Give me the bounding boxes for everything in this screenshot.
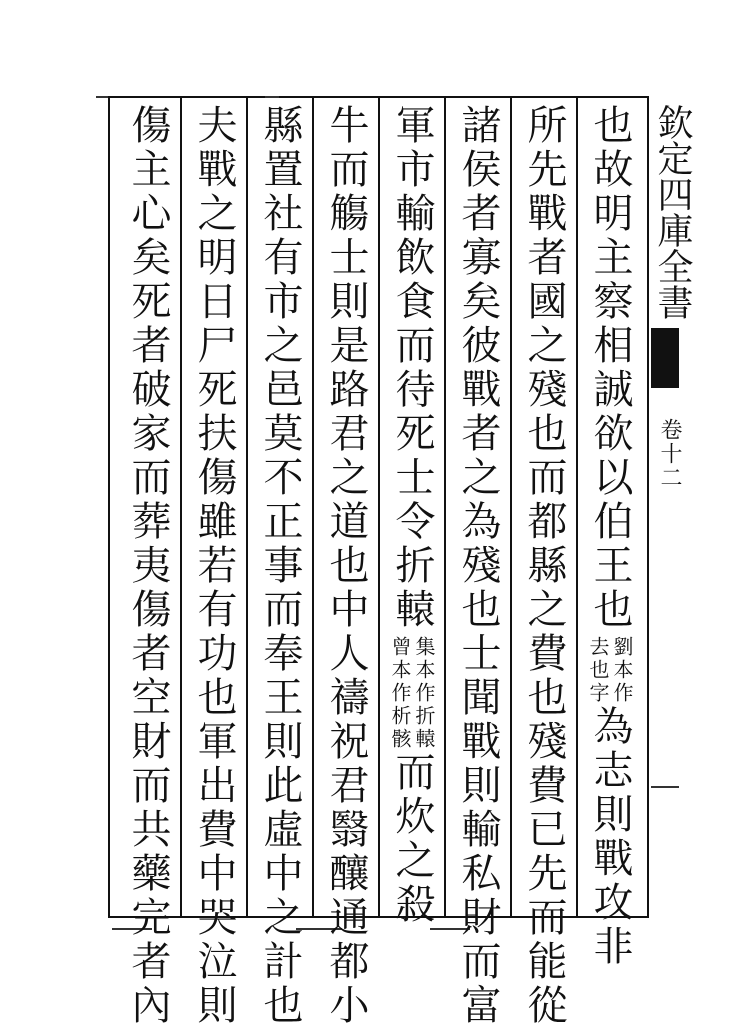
annotation — [587, 636, 633, 705]
column-rule — [444, 96, 446, 918]
text-column-5 — [323, 104, 369, 1028]
annotation-line: 集本作折轅 — [412, 636, 436, 751]
column-text-continued: 而炊之殺 — [389, 751, 435, 927]
annotation-line: 劉本作 — [610, 636, 634, 705]
text-column-7 — [191, 104, 237, 1028]
column-rule — [312, 96, 314, 918]
column-rule — [246, 96, 248, 918]
fish-tail-mark — [651, 328, 679, 388]
text-column-6 — [257, 104, 303, 1028]
margin-rule — [651, 786, 679, 788]
column-text: 傷主心矣死者破家而葬夷傷者空財而共藥完者內 — [125, 104, 171, 1028]
column-text: 牛而觴士則是路君之道也中人禱祝君翳釀通都小 — [323, 104, 369, 1028]
column-text: 也故明主察相誠欲以伯王也 — [587, 104, 633, 632]
edge-mark — [96, 96, 108, 98]
annotation-line: 去也字 — [586, 636, 610, 705]
text-column-3 — [455, 104, 501, 1028]
column-text: 諸侯者寡矣彼戰者之為殘也士聞戰則輸私財而富 — [455, 104, 501, 1028]
column-text: 夫戰之明日尸死扶傷雖若有功也軍出費中哭泣則 — [191, 104, 237, 1028]
margin-title: 欽定四庫全書 — [652, 104, 693, 320]
column-text: 所先戰者國之殘也而都縣之費也殘費已先而能從 — [521, 104, 567, 1028]
column-rule — [180, 96, 182, 918]
margin-juan: 卷十二 — [657, 418, 682, 490]
annotation — [389, 636, 435, 751]
annotation-line: 曾本作析骸 — [388, 636, 412, 751]
edge-mark — [265, 96, 279, 98]
text-column-4 — [388, 104, 436, 927]
column-text: 軍市輸飲食而待死士令折轅 — [389, 104, 435, 632]
text-column-8 — [125, 104, 171, 1028]
column-text: 縣置社有市之邑莫不正事而奉王則此虛中之計也 — [257, 104, 303, 1028]
column-rule — [576, 96, 578, 918]
column-rule — [510, 96, 512, 918]
text-column-2 — [521, 104, 567, 1028]
column-rule — [378, 96, 380, 918]
column-text-continued: 為志則戰攻非 — [587, 705, 633, 969]
text-column-1 — [586, 104, 634, 969]
